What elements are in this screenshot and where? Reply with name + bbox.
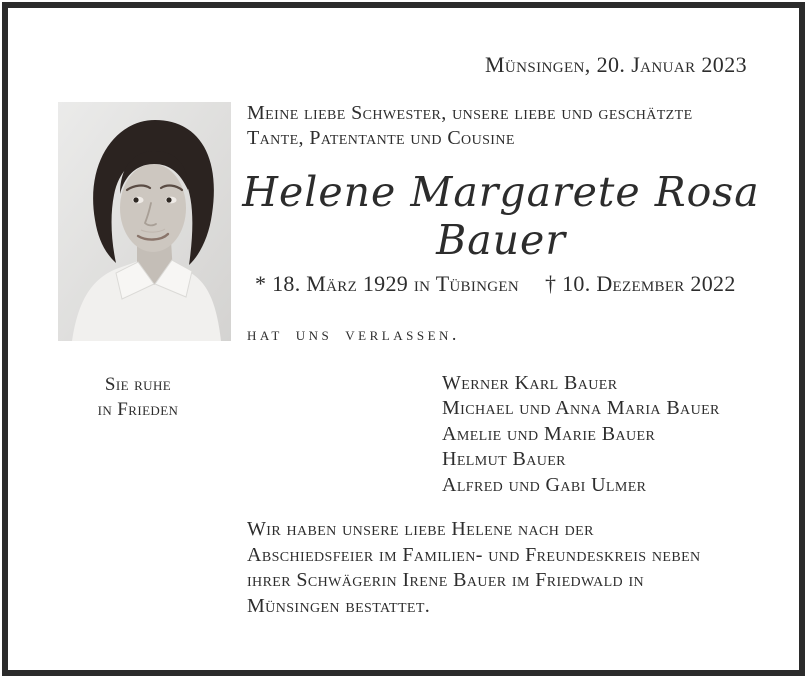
portrait-photo-graphic	[58, 102, 231, 341]
mourner-name: Alfred und Gabi Ulmer	[442, 473, 647, 496]
farewell-text: hat uns verlassen.	[247, 324, 460, 344]
life-dates	[255, 271, 736, 297]
mourner-name: Helmut Bauer	[442, 448, 566, 471]
rest-in-peace-text: Sie ruhe in Frieden	[97, 374, 179, 420]
salutation-text: Meine liebe Schwester, unsere liebe und geschätzte Tante, Patentante und Cousine	[247, 102, 693, 149]
closing-paragraph: Wir haben unsere liebe Helene nach der Abschiedsfeier im Familien- und Freundeskreis neben ihrer Schwägerin Irene Bauer im Friedwald in Münsingen bestattet.	[247, 518, 701, 617]
mourner-name: Werner Karl Bauer	[442, 372, 618, 394]
mourner-name: Amelie und Marie Bauer	[442, 422, 656, 445]
birth-date: * 18. März 1929 in Tübingen	[255, 271, 520, 296]
deceased-name: Helene Margarete Rosa Bauer	[242, 168, 760, 264]
mourner-name: Michael und Anna Maria Bauer	[442, 397, 720, 420]
death-date: † 10. Dezember 2022	[545, 271, 736, 296]
portrait-photo	[58, 102, 231, 341]
dateline: Münsingen, 20. Januar 2023	[484, 52, 747, 77]
mourners-list	[442, 371, 720, 498]
